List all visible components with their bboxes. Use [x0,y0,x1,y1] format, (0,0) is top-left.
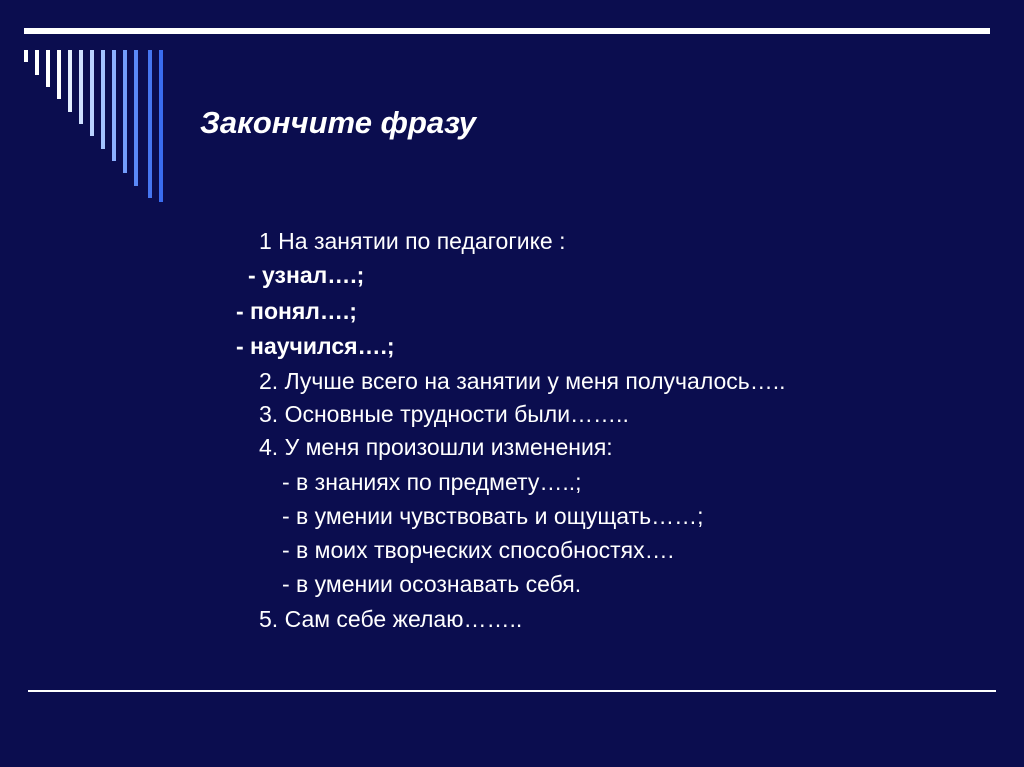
list-item: - в знаниях по предмету…..; [282,469,582,495]
slide-title: Закончите фразу [200,105,477,140]
stripe [79,50,83,124]
list-item: - в умении чувствовать и ощущать……; [282,503,704,529]
stripe [148,50,152,198]
list-item: 5. Сам себе желаю…….. [259,606,523,632]
list-item: - научился….; [236,333,395,359]
list-item: - в моих творческих способностях…. [282,537,674,563]
list-item: 2. Лучше всего на занятии у меня получалось….. [259,368,786,394]
stripe [159,50,163,202]
list-item: - узнал….; [248,262,365,288]
stripe [24,50,28,62]
stripe [46,50,50,87]
stripe [123,50,127,173]
list-item: - в умении осознавать себя. [282,571,582,597]
stripe [68,50,72,112]
list-item: 4. У меня произошли изменения: [259,434,613,460]
stripe [101,50,105,149]
stripe [134,50,138,186]
list-item: 3. Основные трудности были…….. [259,401,629,427]
list-item: - понял….; [236,298,357,324]
bottom-rule [28,690,996,692]
top-rule [24,28,990,34]
stripe [35,50,39,75]
stripe [57,50,61,99]
list-item: 1 На занятии по педагогике : [259,228,566,254]
stripe [90,50,94,136]
stripe [112,50,116,161]
